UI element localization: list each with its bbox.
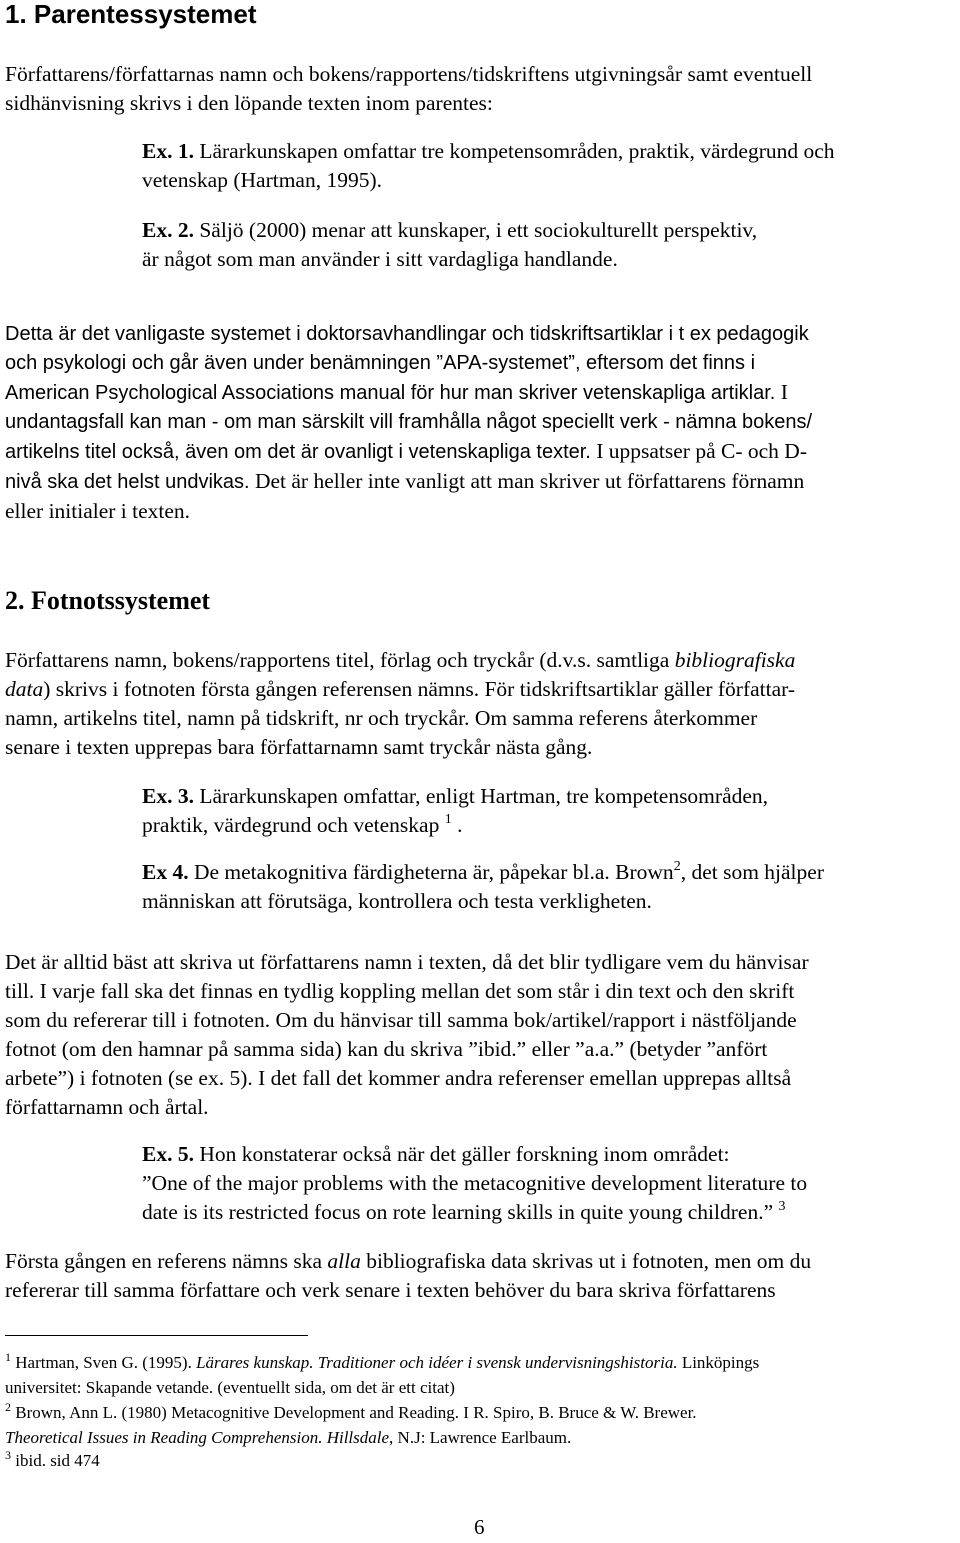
italic-text: data <box>5 677 44 701</box>
example-label: Ex. 2. <box>142 218 194 242</box>
paragraph-text: bibliografiska data skrivas ut i fotnoten, men om du <box>360 1249 812 1273</box>
footnote-text: ibid. sid 474 <box>11 1451 100 1470</box>
paragraph-text: Första gången en referens nämns ska <box>5 1249 328 1273</box>
paragraph-line: American Psychological Associations manual för hur man skriver vetenskapliga artiklar. <box>5 382 776 404</box>
footnote-text: Brown, Ann L. (1980) Metacognitive Development and Reading. I R. Spiro, B. Bruce & W. Brewer. <box>11 1403 697 1422</box>
footnote-1 <box>5 1350 759 1375</box>
intro-paragraph <box>5 60 812 118</box>
example-text: praktik, värdegrund och vetenskap <box>142 813 440 837</box>
section-heading-2: 2. Fotnotssystemet <box>5 586 211 615</box>
footnote-number: 3 <box>5 1448 11 1462</box>
footnote-1-line-2: universitet: Skapande vetande. (eventuellt sida, om det är ett citat) <box>5 1378 455 1397</box>
example-text: människan att förutsäga, kontrollera och testa verkligheten. <box>142 889 652 913</box>
footnote-separator <box>5 1335 308 1336</box>
example-label: Ex. 3. <box>142 784 194 808</box>
paragraph-line: artikelns titel också, även om det är ovanligt i vetenskapliga texter. <box>5 441 591 463</box>
example-text: , det som hjälper <box>680 860 824 884</box>
paragraph-text: ) skrivs i fotnoten första gången referensen nämns. För tidskriftsartiklar gäller författar- <box>43 677 796 701</box>
example-text: vetenskap (Hartman, 1995). <box>142 168 383 192</box>
example-2 <box>142 216 757 274</box>
example-text: Säljö (2000) menar att kunskaper, i ett sociokulturellt perspektiv, <box>193 218 758 242</box>
footnote-ref[interactable]: 1 <box>444 812 452 827</box>
example-text: är något som man använder i sitt vardagliga handlande. <box>142 247 618 271</box>
example-text: date is its restricted focus on rote learning skills in quite young children.” <box>142 1200 774 1224</box>
footnote-number: 2 <box>5 1400 11 1414</box>
footnote-text: , N.J: Lawrence Earlbaum. <box>389 1428 572 1447</box>
paragraph-text: Författarens namn, bokens/rapportens titel, förlag och tryckår (d.v.s. samtliga <box>5 648 675 672</box>
paragraph-line: namn, artikelns titel, namn på tidskrift, nr och tryckår. Om samma referens återkommer <box>5 706 758 730</box>
example-label: Ex 4. <box>142 860 189 884</box>
paragraph-line-tail: Det är heller inte vanligt att man skriver ut författarens förnamn <box>249 469 805 493</box>
example-label: Ex. 5. <box>142 1142 194 1166</box>
paragraph-line: Detta är det vanligaste systemet i doktorsavhandlingar och tidskriftsartiklar i t ex pedagogik <box>5 323 809 345</box>
example-text: Hon konstaterar också när det gäller forskning inom området: <box>193 1142 730 1166</box>
paragraph-line: som du refererar till i fotnoten. Om du hänvisar till samma bok/artikel/rapport i nästföljande <box>5 1008 797 1032</box>
paragraph-line-tail: I <box>775 380 788 404</box>
paragraph-line: nivå ska det helst undvikas. <box>5 471 250 493</box>
paragraph-line: eller initialer i texten. <box>5 499 191 523</box>
italic-text: bibliografiska <box>674 648 796 672</box>
example-text: De metakognitiva färdigheterna är, påpekar bl.a. Brown <box>188 860 674 884</box>
example-text: Lärarkunskapen omfattar, enligt Hartman, tre kompetensområden, <box>193 784 769 808</box>
footnote-text: Linköpings <box>677 1353 760 1372</box>
example-3 <box>142 782 768 840</box>
paragraph-line: författarnamn och årtal. <box>5 1095 209 1119</box>
example-text: . <box>451 813 463 837</box>
detta-paragraph <box>5 320 812 526</box>
example-1 <box>142 137 835 195</box>
footnote-2-line-2 <box>5 1425 571 1450</box>
paragraph-line: Det är alltid bäst att skriva ut författarens namn i texten, då det blir tydligare vem du hänvisar <box>5 950 809 974</box>
page-number: 6 <box>474 1515 485 1539</box>
example-text: Lärarkunskapen omfattar tre kompetensområden, praktik, värdegrund och <box>193 139 835 163</box>
footnote-text: Hartman, Sven G. (1995). <box>11 1353 197 1372</box>
paragraph-line: och psykologi och går även under benämningen ”APA-systemet”, eftersom det finns i <box>5 352 756 374</box>
paragraph-line-tail: I uppsatser på C- och D- <box>590 439 807 463</box>
paragraph-line: refererar till samma författare och verk senare i texten behöver du bara skriva författarens <box>5 1278 776 1302</box>
paragraph-line: arbete”) i fotnoten (se ex. 5). I det fall det kommer andra referenser emellan upprepas alltså <box>5 1066 792 1090</box>
footnote-ref[interactable]: 2 <box>673 859 681 874</box>
paragraph-line: fotnot (om den hamnar på samma sida) kan du skriva ”ibid.” eller ”a.a.” (betyder ”anfört <box>5 1037 768 1061</box>
forsta-paragraph <box>5 1247 811 1305</box>
alltid-paragraph <box>5 948 809 1122</box>
example-4 <box>142 858 824 916</box>
paragraph-line: Författarens/författarnas namn och bokens/rapportens/tidskriftens utgivningsår samt eventuell <box>5 62 813 86</box>
footnote-italic: Theoretical Issues in Reading Comprehension. Hillsdale <box>5 1428 390 1447</box>
footnote-number: 1 <box>5 1350 11 1364</box>
paragraph-line: sidhänvisning skrivs i den löpande texten inom parentes: <box>5 91 493 115</box>
fotnot-paragraph <box>5 646 795 762</box>
italic-text: alla <box>327 1249 361 1273</box>
section-heading-1: 1. Parentessystemet <box>5 0 257 29</box>
footnote-3 <box>5 1448 100 1473</box>
example-text: ”One of the major problems with the metacognitive development literature to <box>142 1171 808 1195</box>
paragraph-line: senare i texten upprepas bara författarnamn samt tryckår nästa gång. <box>5 735 593 759</box>
footnote-2 <box>5 1400 697 1425</box>
paragraph-line: undantagsfall kan man - om man särskilt vill framhålla något speciellt verk - nämna bokens/ <box>5 411 813 433</box>
paragraph-line: till. I varje fall ska det finnas en tydlig koppling mellan det som står i din text och den skrift <box>5 979 795 1003</box>
example-label: Ex. 1. <box>142 139 194 163</box>
footnote-italic: Lärares kunskap. Traditioner och idéer i svensk undervisningshistoria. <box>196 1353 678 1372</box>
example-5 <box>142 1140 807 1227</box>
footnote-ref[interactable]: 3 <box>778 1199 786 1214</box>
